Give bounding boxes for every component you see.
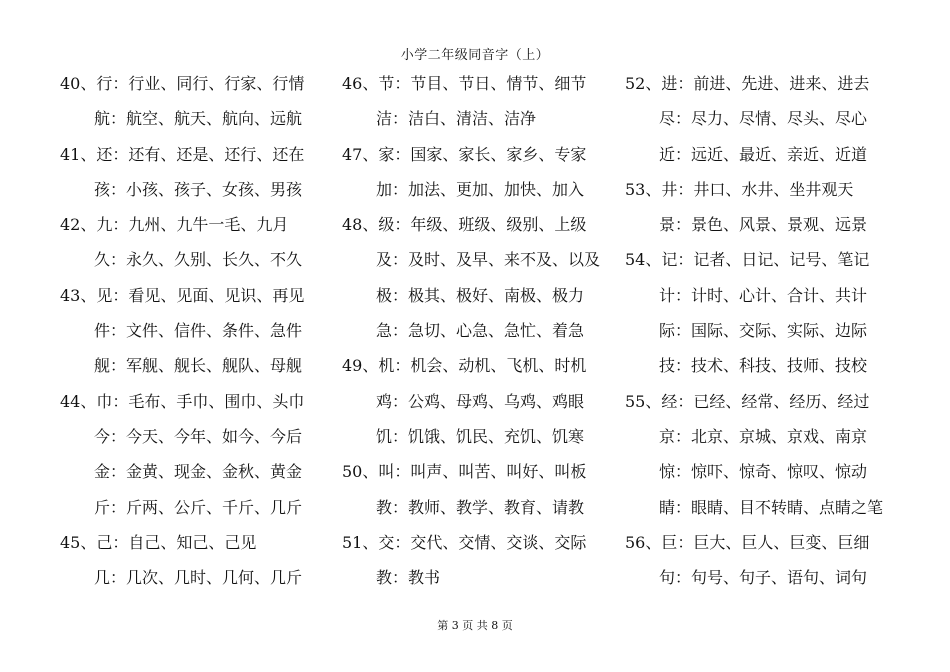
list-item	[342, 278, 600, 313]
entry-number: 55、	[625, 391, 662, 411]
entry-text: 级：年级、班级、级别、上级	[378, 215, 587, 235]
entry-number: 56、	[625, 532, 662, 552]
entry-number: 41、	[60, 144, 97, 164]
list-item	[625, 172, 883, 207]
entry-text: 金：金黄、现金、金秋、黄金	[94, 462, 303, 482]
entry-text: 记：记者、日记、记号、笔记	[661, 250, 870, 270]
entry-text: 见：看见、见面、见识、再见	[96, 285, 305, 305]
entry-text: 斤：斤两、公斤、千斤、几斤	[94, 497, 303, 517]
page-title: 小学二年级同音字（上）	[400, 48, 550, 63]
list-item	[625, 419, 883, 454]
list-item	[625, 348, 883, 383]
entry-text: 技：技术、科技、技师、技校	[659, 356, 868, 376]
entry-text: 节：节目、节日、情节、细节	[378, 74, 587, 93]
entry-text: 洁：洁白、清洁、洁净	[376, 109, 537, 129]
entry-text: 交：交代、交情、交谈、交际	[378, 532, 587, 552]
entry-number: 49、	[342, 356, 379, 376]
entry-text: 鸡：公鸡、母鸡、乌鸡、鸡眼	[376, 391, 585, 411]
list-item	[60, 207, 304, 242]
list-item	[625, 66, 883, 101]
list-item	[342, 101, 600, 136]
list-item	[60, 384, 304, 419]
entry-text: 计：计时、心计、合计、共计	[659, 285, 868, 305]
list-item	[60, 242, 304, 277]
list-item	[625, 313, 883, 348]
list-item	[625, 490, 883, 525]
entry-text: 己：自己、知己、己见	[96, 532, 257, 552]
entry-number: 48、	[342, 215, 379, 235]
entry-text: 件：文件、信件、条件、急件	[94, 321, 303, 341]
list-item	[60, 560, 304, 595]
entry-text: 极：极其、极好、南极、极力	[376, 285, 585, 305]
entry-text: 巨：巨大、巨人、巨变、巨细	[661, 532, 870, 552]
list-item	[60, 137, 304, 172]
entry-text: 舰：军舰、舰长、舰队、母舰	[94, 356, 303, 376]
list-item	[342, 137, 600, 172]
column-3	[625, 66, 883, 595]
entry-number: 50、	[342, 462, 379, 482]
entry-number: 47、	[342, 144, 379, 164]
entry-text: 还：还有、还是、还行、还在	[96, 144, 305, 164]
page-number: 第 3 页 共 8 页	[437, 619, 513, 632]
entry-number: 44、	[60, 391, 97, 411]
entry-text: 近：远近、最近、亲近、近道	[659, 144, 868, 164]
list-item	[342, 207, 600, 242]
entry-number: 42、	[60, 215, 97, 235]
word-columns	[0, 66, 950, 596]
list-item	[342, 454, 600, 489]
entry-number: 40、	[60, 74, 97, 93]
column-2	[342, 66, 600, 595]
entry-number: 43、	[60, 285, 97, 305]
list-item	[625, 207, 883, 242]
entry-text: 教：教师、教学、教育、请教	[376, 497, 585, 517]
entry-text: 际：国际、交际、实际、边际	[659, 321, 868, 341]
list-item	[60, 490, 304, 525]
entry-text: 饥：饥饿、饥民、充饥、饥寒	[376, 426, 585, 446]
entry-text: 经：已经、经常、经历、经过	[661, 391, 870, 411]
column-1	[60, 66, 304, 595]
list-item	[60, 348, 304, 383]
entry-text: 句：句号、句子、语句、词句	[659, 568, 868, 588]
entry-text: 井：井口、水井、坐井观天	[661, 179, 854, 199]
list-item	[625, 137, 883, 172]
entry-number: 46、	[342, 74, 379, 93]
entry-text: 航：航空、航天、航向、远航	[94, 109, 303, 129]
list-item	[342, 313, 600, 348]
list-item	[60, 419, 304, 454]
entry-text: 巾：毛布、手巾、围巾、头巾	[96, 391, 305, 411]
list-item	[625, 454, 883, 489]
list-item	[342, 419, 600, 454]
list-item	[60, 172, 304, 207]
entry-text: 惊：惊吓、惊奇、惊叹、惊动	[659, 462, 868, 482]
list-item	[625, 560, 883, 595]
entry-number: 54、	[625, 250, 662, 270]
entry-text: 景：景色、风景、景观、远景	[659, 215, 868, 235]
list-item	[342, 348, 600, 383]
entry-text: 京：北京、京城、京戏、南京	[659, 426, 868, 446]
entry-text: 孩：小孩、孩子、女孩、男孩	[94, 179, 303, 199]
entry-text: 今：今天、今年、如今、今后	[94, 426, 303, 446]
list-item	[342, 560, 600, 595]
list-item	[60, 66, 304, 101]
list-item	[60, 525, 304, 560]
entry-text: 家：国家、家长、家乡、专家	[378, 144, 587, 164]
list-item	[625, 242, 883, 277]
list-item	[625, 525, 883, 560]
entry-text: 机：机会、动机、飞机、时机	[378, 356, 587, 376]
entry-text: 叫：叫声、叫苦、叫好、叫板	[378, 462, 587, 482]
list-item	[60, 278, 304, 313]
entry-number: 45、	[60, 532, 97, 552]
list-item	[625, 384, 883, 419]
entry-text: 加：加法、更加、加快、加入	[376, 179, 585, 199]
entry-text: 急：急切、心急、急忙、着急	[376, 321, 585, 341]
list-item	[625, 101, 883, 136]
list-item	[342, 490, 600, 525]
list-item	[60, 313, 304, 348]
entry-text: 进：前进、先进、进来、进去	[661, 74, 870, 93]
entry-number: 53、	[625, 179, 662, 199]
entry-number: 51、	[342, 532, 379, 552]
list-item	[342, 66, 600, 101]
entry-text: 久：永久、久别、长久、不久	[94, 250, 303, 270]
entry-text: 九：九州、九牛一毛、九月	[96, 215, 289, 235]
list-item	[342, 172, 600, 207]
list-item	[60, 101, 304, 136]
entry-text: 教：教书	[376, 568, 441, 588]
entry-text: 几：几次、几时、几何、几斤	[94, 568, 303, 588]
entry-text: 及：及时、及早、来不及、以及	[376, 250, 601, 270]
entry-text: 睛：眼睛、目不转睛、点睛之笔	[659, 497, 884, 517]
list-item	[625, 278, 883, 313]
list-item	[60, 454, 304, 489]
list-item	[342, 242, 600, 277]
list-item	[342, 525, 600, 560]
entry-text: 行：行业、同行、行家、行情	[96, 74, 305, 93]
list-item	[342, 384, 600, 419]
entry-text: 尽：尽力、尽情、尽头、尽心	[659, 109, 868, 129]
entry-number: 52、	[625, 74, 662, 93]
